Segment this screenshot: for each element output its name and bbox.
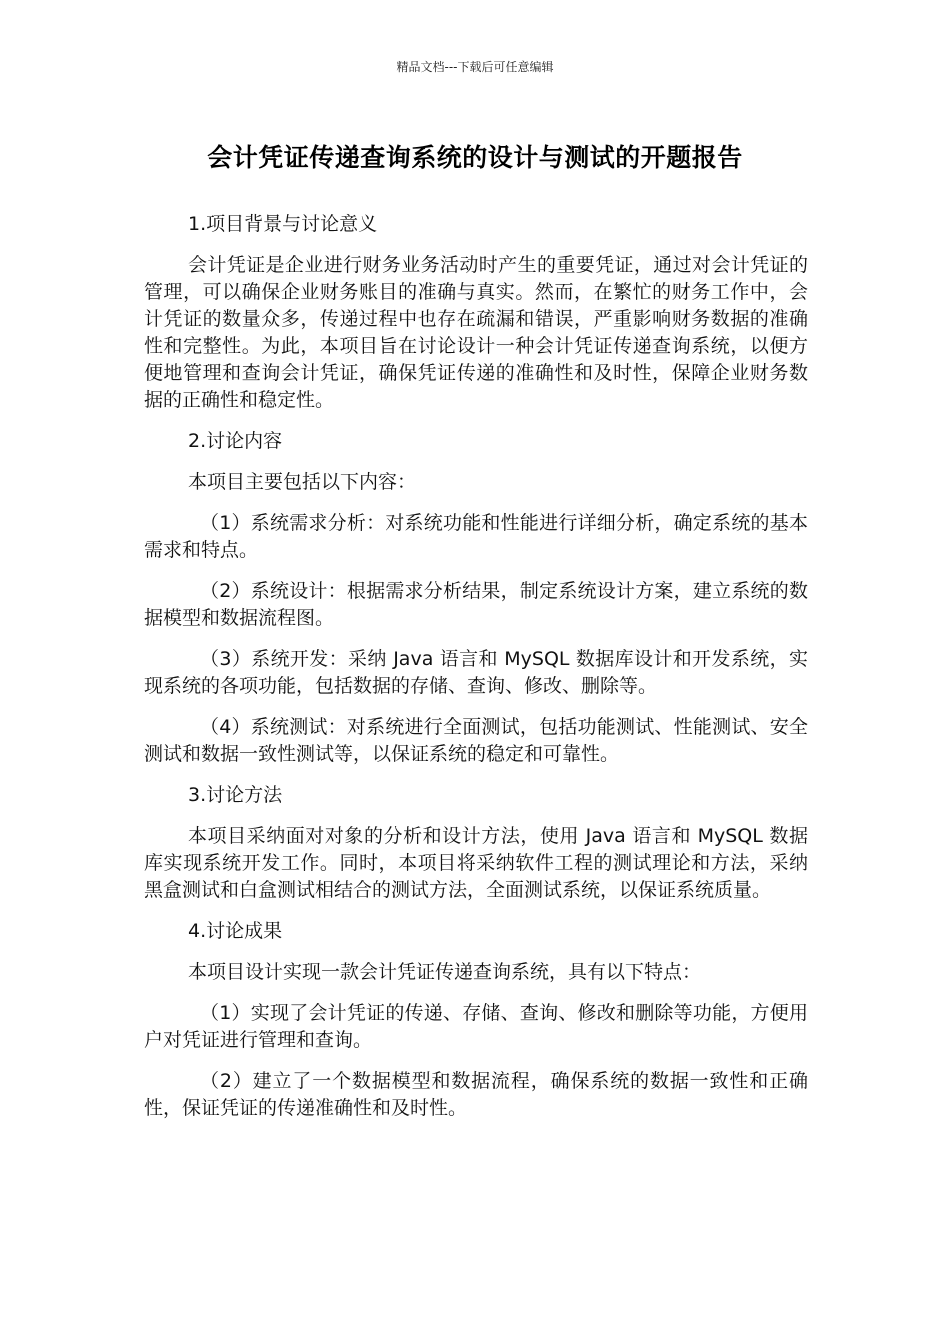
paragraph: 本项目主要包括以下内容：	[188, 471, 417, 493]
paragraph: 本项目采纳面对对象的分析和设计方法，使用 Java 语言和 MySQL 数据库实现系统开发工作。同时，本项目将采纳软件工程的测试理论和方法，采纳黑盒测试和白盒测试相结合的测试方法，全面测试系统，以保证系统质量。	[144, 825, 808, 901]
page-header: 精品文档---下载后可任意编辑	[396, 60, 554, 74]
list-item: （1）实现了会计凭证的传递、存储、查询、修改和删除等功能，方便用户对凭证进行管理和查询。	[144, 1002, 808, 1051]
document-title: 会计凭证传递查询系统的设计与测试的开题报告	[207, 143, 743, 172]
document-body	[144, 211, 808, 1136]
list-item: （2）系统设计：根据需求分析结果，制定系统设计方案，建立系统的数据模型和数据流程图。	[144, 580, 808, 629]
list-item: （3）系统开发：采纳 Java 语言和 MySQL 数据库设计和开发系统，实现系统的各项功能，包括数据的存储、查询、修改、删除等。	[144, 648, 808, 697]
list-item: （1）系统需求分析：对系统功能和性能进行详细分析，确定系统的基本需求和特点。	[144, 512, 808, 561]
section-heading: 4.讨论成果	[188, 920, 283, 942]
paragraph: 本项目设计实现一款会计凭证传递查询系统，具有以下特点：	[188, 961, 702, 983]
list-item: （4）系统测试：对系统进行全面测试，包括功能测试、性能测试、安全测试和数据一致性测试等，以保证系统的稳定和可靠性。	[144, 716, 808, 765]
paragraph: 会计凭证是企业进行财务业务活动时产生的重要凭证，通过对会计凭证的管理，可以确保企业财务账目的准确与真实。然而，在繁忙的财务工作中，会计凭证的数量众多，传递过程中也存在疏漏和错误，严重影响财务数据的准确性和完整性。为此，本项目旨在讨论设计一种会计凭证传递查询系统，以便方便地管理和查询会计凭证，确保凭证传递的准确性和及时性，保障企业财务数据的正确性和稳定性。	[144, 254, 808, 411]
section-heading: 1.项目背景与讨论意义	[188, 213, 378, 235]
section-heading: 3.讨论方法	[188, 784, 283, 806]
list-item: （2）建立了一个数据模型和数据流程，确保系统的数据一致性和正确性，保证凭证的传递准确性和及时性。	[144, 1070, 808, 1119]
section-heading: 2.讨论内容	[188, 430, 283, 452]
